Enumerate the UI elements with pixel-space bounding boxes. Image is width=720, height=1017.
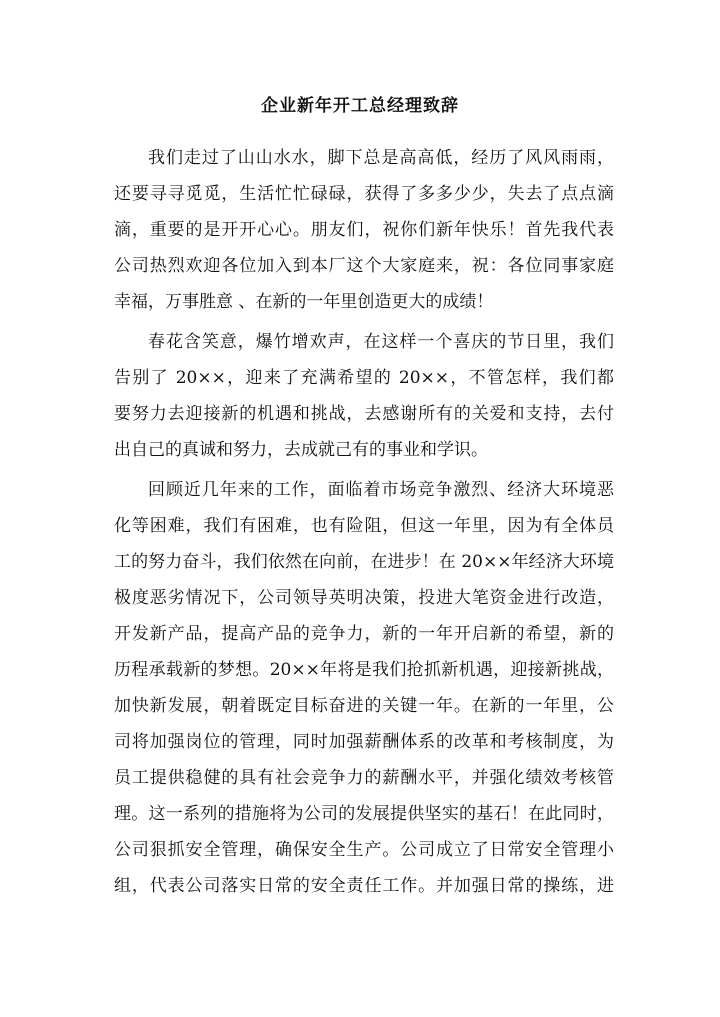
paragraph-line: 极度恶劣情况下，公司领导英明决策，投进大笔资金进行改造， xyxy=(114,588,614,608)
paragraph-line: 化等困难，我们有困难，也有险阻，但这一年里，因为有全体员 xyxy=(114,516,614,536)
paragraph-line: 员工提供稳健的具有社会竞争力的薪酬水平，并强化绩效考核管 xyxy=(114,768,614,788)
paragraph-line: 理。这一系列的措施将为公司的发展提供坚实的基石！在此同时， xyxy=(114,804,614,824)
document-body xyxy=(114,140,614,904)
paragraph-line: 开发新产品，提高产品的竞争力，新的一年开启新的希望，新的 xyxy=(114,624,614,644)
paragraph-line: 回顾近几年来的工作，面临着市场竞争激烈、经济大环境恶 xyxy=(148,480,614,500)
paragraph-line: 历程承载新的梦想。20××年将是我们抢抓新机遇，迎接新挑战， xyxy=(114,660,614,680)
paragraph-line: 工的努力奋斗，我们依然在向前，在进步！在 20××年经济大环境 xyxy=(114,552,614,572)
paragraph-line: 公司狠抓安全管理，确保安全生产。公司成立了日常安全管理小 xyxy=(114,840,614,860)
paragraph-line: 要努力去迎接新的机遇和挑战，去感谢所有的关爱和支持，去付 xyxy=(114,404,614,424)
paragraph-line: 公司热烈欢迎各位加入到本厂这个大家庭来，祝：各位同事家庭 xyxy=(114,256,614,276)
paragraph-1 xyxy=(114,140,614,320)
paragraph-line: 春花含笑意，爆竹增欢声，在这样一个喜庆的节日里，我们 xyxy=(148,332,614,352)
document-title: 企业新年开工总经理致辞 xyxy=(261,96,459,116)
paragraph-line: 我们走过了山山水水，脚下总是高高低，经历了风风雨雨， xyxy=(148,148,614,168)
paragraph-line: 还要寻寻觅觅，生活忙忙碌碌，获得了多多少少，失去了点点滴 xyxy=(114,184,614,204)
paragraph-line: 出自己的真诚和努力，去成就己有的事业和学识。 xyxy=(114,440,488,460)
paragraph-3 xyxy=(114,472,614,904)
paragraph-line: 滴，重要的是开开心心。朋友们，祝你们新年快乐！首先我代表 xyxy=(114,220,614,240)
paragraph-line: 告别了 20××，迎来了充满希望的 20××，不管怎样，我们都 xyxy=(114,368,615,388)
paragraph-line: 幸福，万事胜意 、在新的一年里创造更大的成绩！ xyxy=(114,292,494,312)
paragraph-line: 组，代表公司落实日常的安全责任工作。并加强日常的操练，进 xyxy=(114,876,614,896)
paragraph-2 xyxy=(114,324,614,468)
paragraph-line: 司将加强岗位的管理，同时加强薪酬体系的改革和考核制度，为 xyxy=(114,732,614,752)
paragraph-line: 加快新发展，朝着既定目标奋进的关键一年。在新的一年里，公 xyxy=(114,696,614,716)
